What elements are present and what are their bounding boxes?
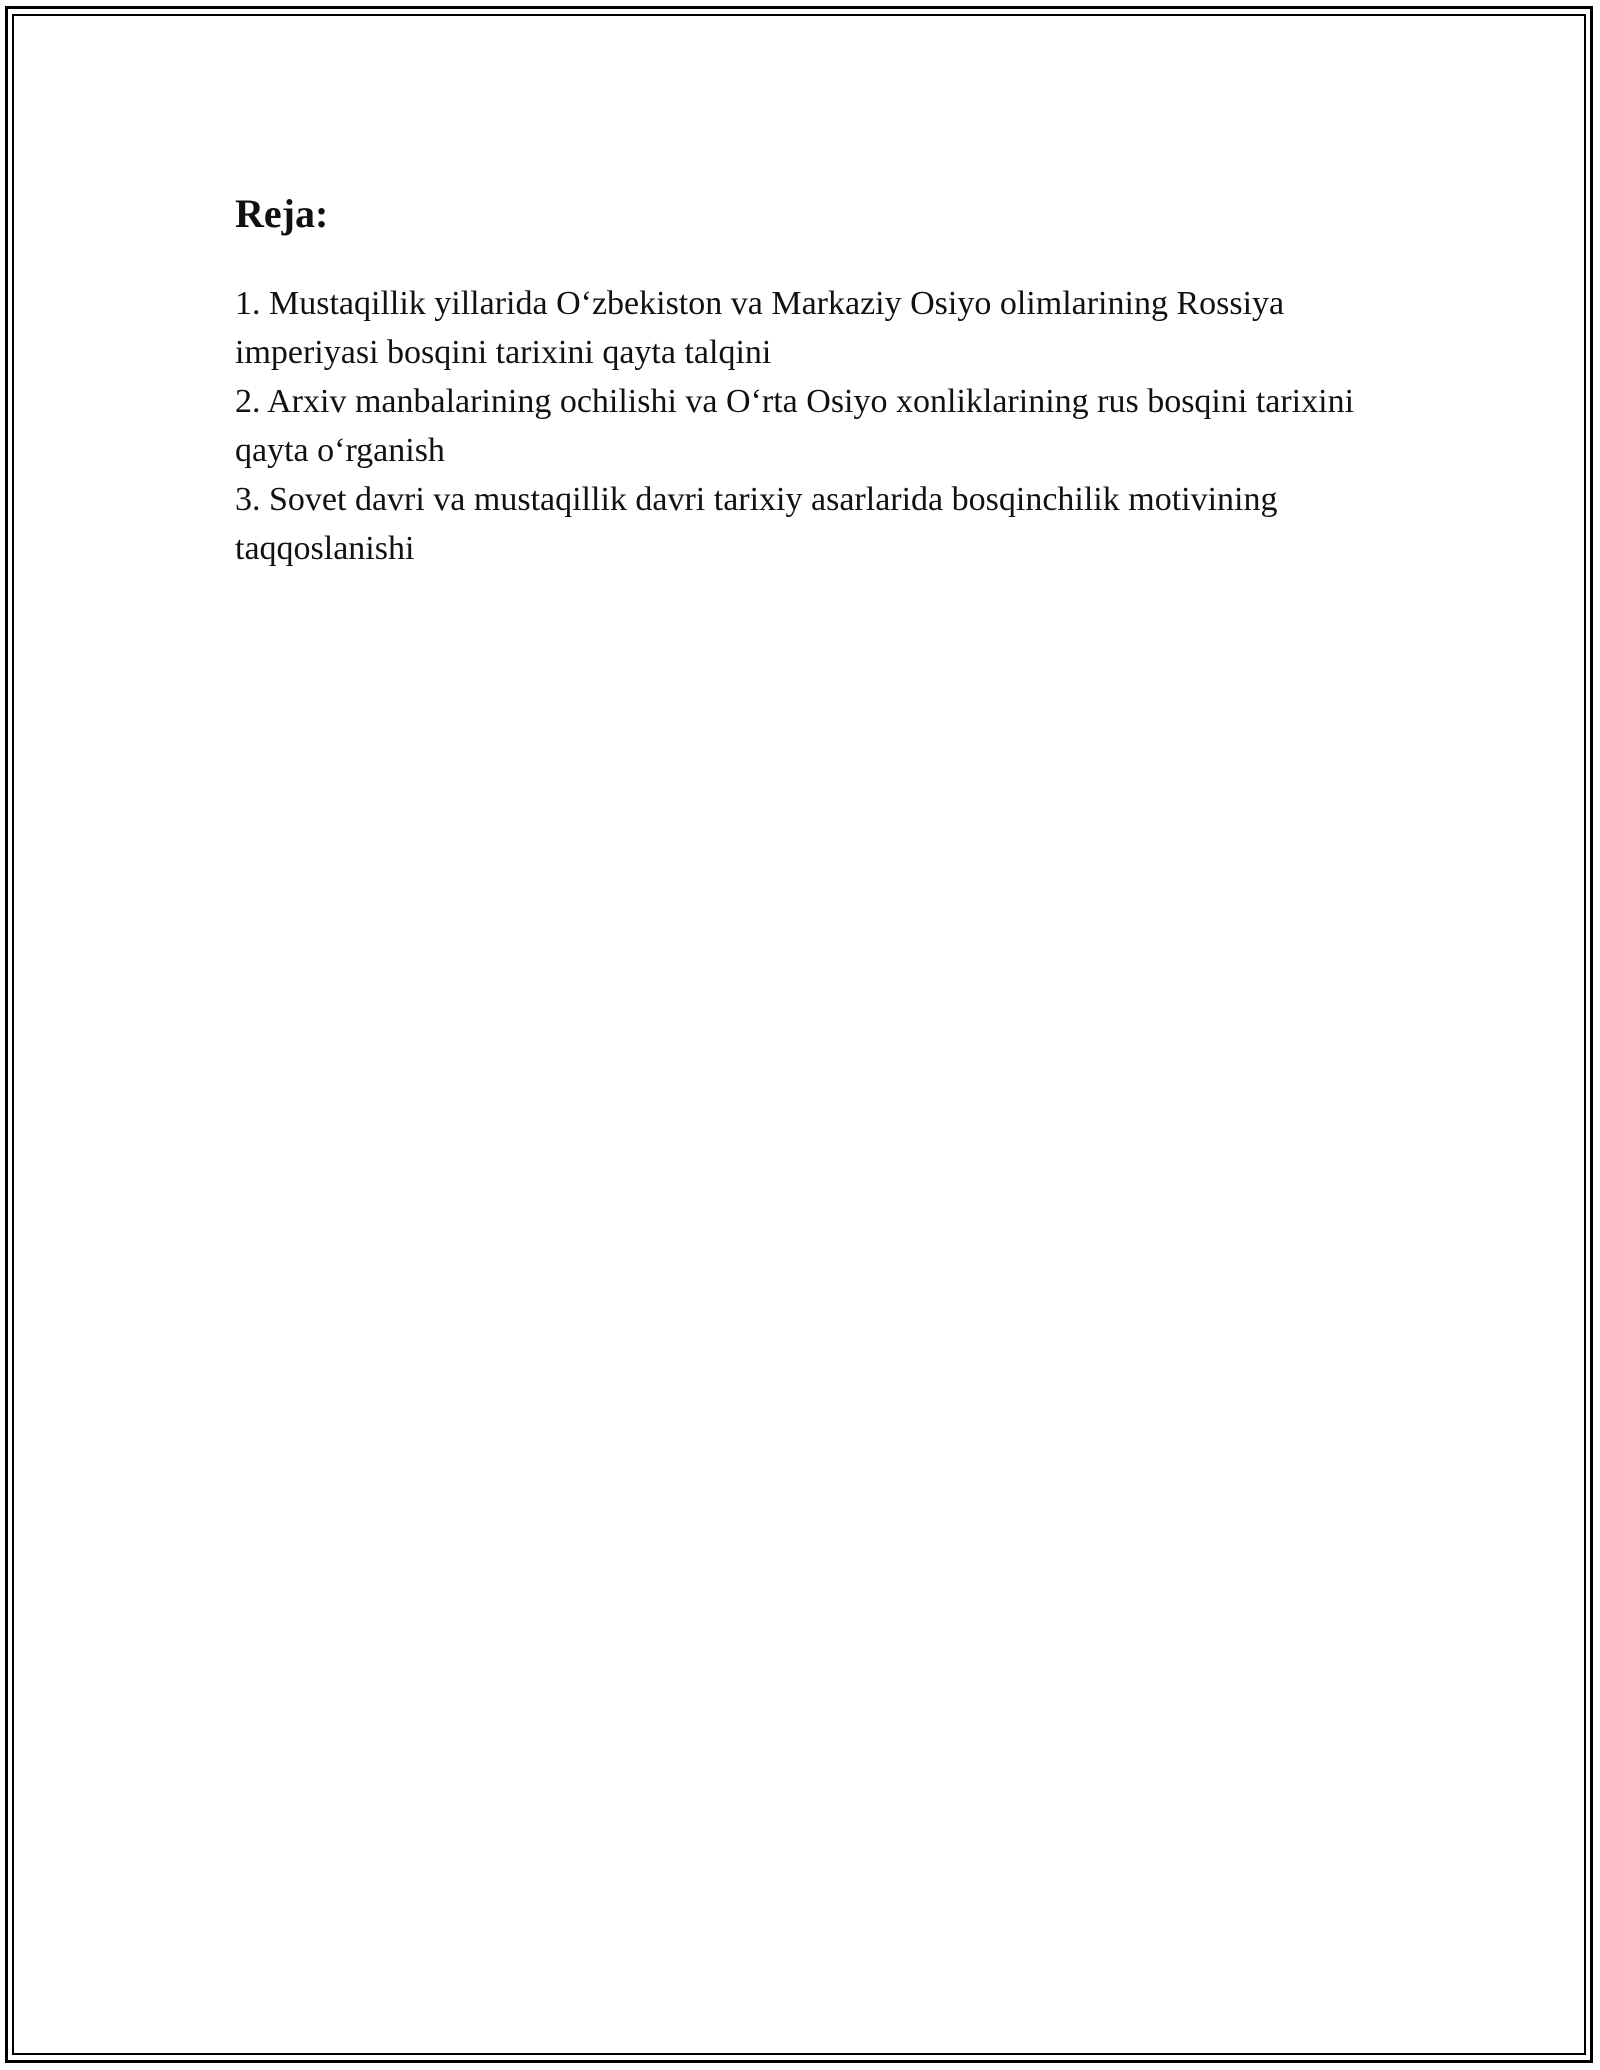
plan-item-2: 2. Arxiv manbalarining ochilishi va O‘rta Osiyo xonliklarining rus bosqini tarixini qayta o‘rganish bbox=[235, 383, 1355, 469]
plan-item-3: 3. Sovet davri va mustaqillik davri tarixiy asarlarida bosqinchilik motivining taqqoslanishi bbox=[235, 481, 1278, 567]
plan-heading: Reja: bbox=[235, 191, 329, 236]
document-content bbox=[235, 185, 1405, 573]
plan-item-1: 1. Mustaqillik yillarida O‘zbekiston va Markaziy Osiyo olimlarining Rossiya imperiyasi bosqini tarixini qayta talqini bbox=[235, 285, 1285, 371]
plan-list bbox=[235, 279, 1405, 573]
